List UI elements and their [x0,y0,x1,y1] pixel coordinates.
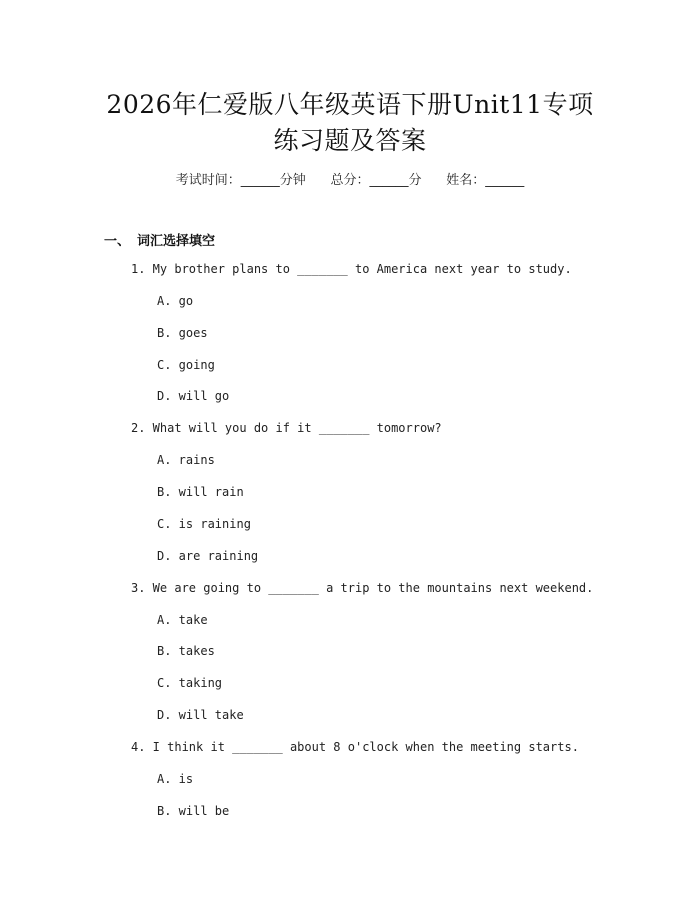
question-2: 2. What will you do if it _______ tomorrow? [131,421,442,435]
question-1: 1. My brother plans to _______ to America next year to study. [131,262,572,276]
exam-info-line: 考试时间：______分钟 总分：______分 姓名：______ [175,173,525,188]
question-2-option-a: A. rains [157,453,215,467]
section-heading [104,230,215,249]
question-1-option-c: C. going [157,358,215,372]
question-2-option-c: C. is raining [157,517,251,531]
document-title-line-2: 练习题及答案 [273,126,427,155]
question-1-option-b: B. goes [157,326,208,340]
section-title: 词汇选择填空 [137,234,216,249]
question-4: 4. I think it _______ about 8 o'clock when the meeting starts. [131,740,579,754]
question-4-option-b: B. will be [157,804,230,818]
question-3-option-b: B. takes [157,644,215,658]
question-3: 3. We are going to _______ a trip to the mountains next weekend. [131,581,594,595]
question-1-option-a: A. go [157,294,194,308]
document-title-line-1: 2026年仁爱版八年级英语下册Unit11专项 [106,90,594,119]
question-3-option-a: A. take [157,613,208,627]
question-4-option-a: A. is [157,772,194,786]
question-3-option-c: C. taking [157,676,223,690]
question-3-option-d: D. will take [157,708,244,722]
question-2-option-d: D. are raining [157,549,259,563]
section-number: 一、 [104,234,131,249]
question-1-option-d: D. will go [157,389,230,403]
question-2-option-b: B. will rain [157,485,244,499]
